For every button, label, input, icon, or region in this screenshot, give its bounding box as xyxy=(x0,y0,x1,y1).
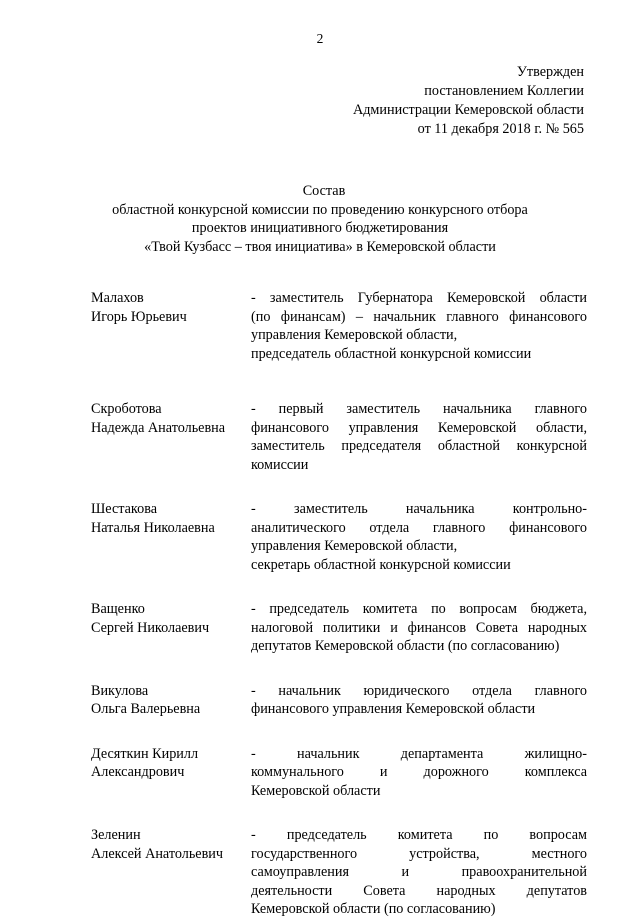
member-given-names: Игорь Юрьевич xyxy=(91,308,187,325)
member-surname: Десяткин Кирилл xyxy=(91,745,199,762)
member-name xyxy=(91,600,251,656)
member-role xyxy=(251,500,587,574)
approval-line: Администрации Кемеровской области xyxy=(352,102,584,118)
approval-stamp xyxy=(353,63,584,139)
member-entry xyxy=(91,682,587,719)
member-role xyxy=(251,289,587,363)
role-line: председатель областной конкурсной комиссии xyxy=(251,345,532,362)
role-line: депутатов Кемеровской области (по согласованию) xyxy=(251,638,560,654)
approval-line: постановлением Коллегии xyxy=(424,83,584,99)
heading-line: областной конкурсной комиссии по проведению конкурсного отбора xyxy=(112,201,528,218)
role-line: - председатель комитета по вопросам xyxy=(251,827,587,843)
member-entry xyxy=(91,600,587,656)
role-line: коммунального и дорожного комплекса xyxy=(251,764,587,780)
role-line: - заместитель начальника контрольно- xyxy=(251,501,587,517)
member-surname: Скроботова xyxy=(91,401,162,417)
role-line: - председатель комитета по вопросам бюджета, xyxy=(251,601,587,617)
document-heading xyxy=(0,182,640,256)
role-line: государственного устройства, местного xyxy=(251,845,587,862)
role-line: - начальник юридического отдела главного xyxy=(251,682,587,699)
role-line: (по финансам) – начальник главного финансового xyxy=(251,308,587,325)
role-line: самоуправления и правоохранительной xyxy=(251,864,587,880)
member-given-names: Надежда Анатольевна xyxy=(91,419,226,436)
role-line: управления Кемеровской области, xyxy=(251,538,458,554)
member-surname: Шестакова xyxy=(91,501,158,517)
role-line: деятельности Совета народных депутатов xyxy=(251,882,587,899)
member-surname: Ващенко xyxy=(91,601,145,617)
member-name xyxy=(91,682,251,719)
member-role xyxy=(251,745,587,801)
role-line: секретарь областной конкурсной комиссии xyxy=(251,556,511,573)
member-role xyxy=(251,600,587,656)
role-line: Кемеровской области xyxy=(251,782,381,799)
member-given-names: Сергей Николаевич xyxy=(91,619,210,636)
member-role xyxy=(251,682,587,719)
member-name xyxy=(91,745,251,801)
member-name xyxy=(91,289,251,363)
page-number: 2 xyxy=(316,31,324,46)
role-line: комиссии xyxy=(251,456,309,473)
role-line: заместитель председателя областной конкурсной xyxy=(251,438,587,454)
role-line: - первый заместитель начальника главного xyxy=(251,401,587,417)
role-line: финансового управления Кемеровской области, xyxy=(251,419,587,436)
member-surname: Зеленин xyxy=(91,827,141,843)
member-entry xyxy=(91,400,587,474)
role-line: налоговой политики и финансов Совета народных xyxy=(251,619,587,636)
member-role xyxy=(251,400,587,474)
member-given-names: Наталья Николаевна xyxy=(91,519,215,536)
member-given-names: Александрович xyxy=(91,764,185,780)
role-line: - начальник департамента жилищно- xyxy=(251,745,587,762)
role-line: управления Кемеровской области, xyxy=(251,327,458,343)
approval-line: Утвержден xyxy=(516,64,584,80)
member-name xyxy=(91,400,251,474)
member-given-names: Алексей Анатольевич xyxy=(91,845,224,862)
role-line: - заместитель Губернатора Кемеровской области xyxy=(251,290,587,306)
member-surname: Викулова xyxy=(91,682,149,699)
document-title: Состав xyxy=(302,183,346,199)
role-line: аналитического отдела главного финансового xyxy=(251,519,587,536)
role-line: финансового управления Кемеровской области xyxy=(251,701,536,717)
member-given-names: Ольга Валерьевна xyxy=(91,701,201,717)
heading-line: проектов инициативного бюджетирования xyxy=(191,220,449,236)
member-entry xyxy=(91,745,587,801)
approval-line: от 11 декабря 2018 г. № 565 xyxy=(417,121,584,137)
member-entry xyxy=(91,289,587,363)
member-surname: Малахов xyxy=(91,290,144,306)
member-entry xyxy=(91,500,587,574)
commission-members-list xyxy=(91,289,587,919)
member-name xyxy=(91,500,251,574)
role-line: Кемеровской области (по согласованию) xyxy=(251,901,496,917)
heading-line: «Твой Кузбасс – твоя инициатива» в Кемеровской области xyxy=(144,238,496,255)
